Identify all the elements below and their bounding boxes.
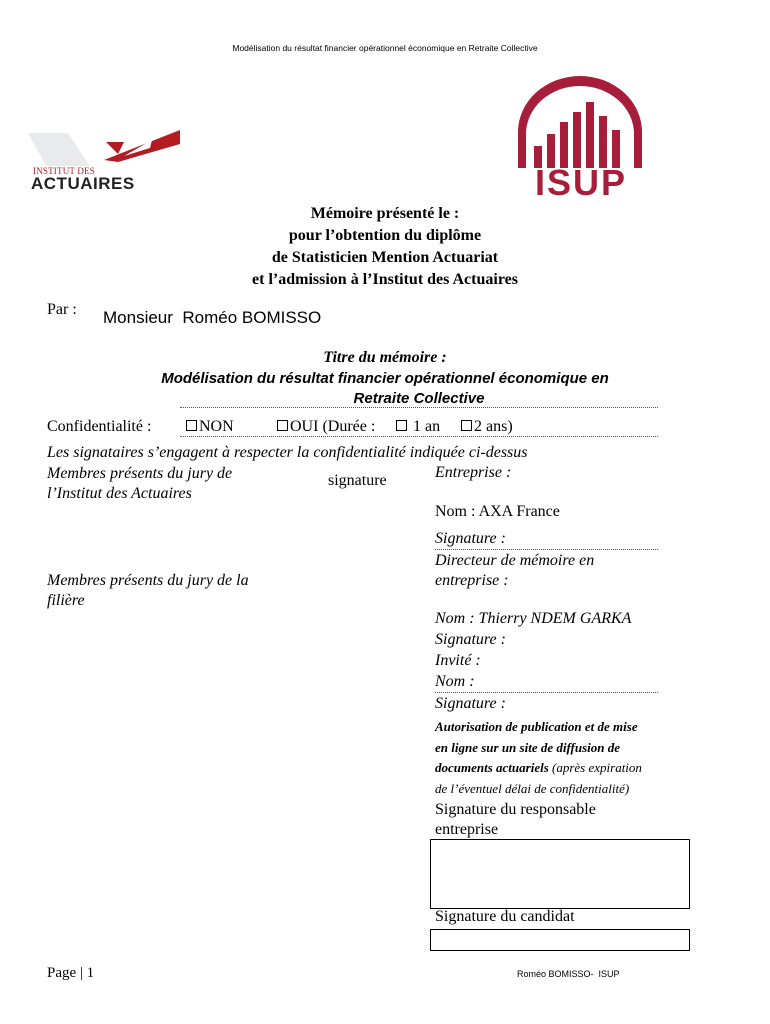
jury-ia-line-2: l’Institut des Actuaires	[47, 485, 192, 502]
publication-line-3-rest: (après expiration	[548, 760, 642, 775]
institut-des-actuaires-logo	[28, 128, 183, 194]
isup-logo-arch	[514, 72, 646, 170]
director-label	[435, 551, 594, 591]
guest-label: Invité :	[435, 652, 481, 669]
publication-line-1: Autorisation de publication et de mise	[435, 719, 638, 734]
confidentiality-two-years[interactable]	[461, 418, 513, 436]
confidentiality-oui[interactable]	[277, 418, 375, 436]
director-name: Nom : Thierry NDEM GARKA	[435, 610, 632, 627]
manager-signature-box[interactable]	[430, 839, 690, 909]
confidentiality-rule	[180, 436, 658, 437]
title-line-1: Mémoire présenté le :	[310, 205, 460, 222]
isup-logo-text: ISUP	[534, 162, 628, 203]
company-name: Nom : AXA France	[435, 503, 560, 520]
memoire-title-line-2-wrap	[180, 390, 658, 407]
candidate-signature-label: Signature du candidat	[435, 908, 575, 925]
jury-filiere-label	[47, 571, 249, 611]
manager-signature-line-2: entreprise	[435, 821, 499, 838]
publication-line-3-bold: documents actuariels	[435, 760, 549, 775]
confidentiality-one-year[interactable]	[396, 418, 440, 436]
confidentiality-non-label: NON	[199, 418, 234, 435]
checkbox-one-year[interactable]	[396, 420, 407, 431]
confidentiality-two-years-label: 2 ans)	[474, 418, 513, 435]
memoire-title-line-1: Modélisation du résultat financier opérationnel économique en	[161, 370, 609, 387]
company-signature	[435, 530, 658, 550]
guest-name-label: Nom :	[435, 673, 475, 690]
memoire-title-rule	[180, 407, 658, 408]
company-label: Entreprise :	[435, 464, 512, 481]
manager-signature-line-1: Signature du responsable	[435, 801, 596, 818]
confidentiality-oui-label: OUI (Durée :	[290, 418, 376, 435]
director-signature: Signature :	[435, 631, 506, 648]
page-number: Page | 1	[47, 965, 95, 981]
memoire-title-label: Titre du mémoire :	[323, 349, 447, 366]
title-line-4: et l’admission à l’Institut des Actuaires	[252, 271, 518, 288]
manager-signature-label	[435, 800, 596, 840]
institut-logo-line2: ACTUAIRES	[31, 174, 135, 193]
publication-line-2: en ligne sur un site de diffusion de	[435, 739, 621, 755]
guest-name	[435, 673, 658, 693]
author-label: Par :	[47, 301, 77, 318]
confidentiality-label: Confidentialité :	[47, 418, 152, 435]
jury-ia-line-1: Membres présents du jury de	[47, 465, 233, 482]
publication-line-4: de l’éventuel délai de confidentialité)	[435, 780, 630, 796]
signature-column-label: signature	[328, 472, 387, 489]
publication-line-3	[435, 758, 695, 779]
checkbox-non[interactable]	[186, 420, 197, 431]
guest-signature: Signature :	[435, 695, 506, 712]
director-line-2: entreprise :	[435, 572, 509, 589]
running-header: Modélisation du résultat financier opérationnel économique en Retraite Collective	[232, 43, 538, 53]
author-name: Monsieur Roméo BOMISSO	[103, 308, 322, 327]
confidentiality-non[interactable]	[186, 418, 234, 436]
title-line-3: de Statisticien Mention Actuariat	[271, 249, 499, 266]
title-block	[0, 203, 770, 291]
memoire-title-line-2: Retraite Collective	[353, 390, 485, 407]
candidate-signature-box[interactable]	[430, 929, 690, 951]
jury-ia-label	[47, 464, 232, 504]
footer-author: Roméo BOMISSO- ISUP	[517, 969, 620, 979]
checkbox-oui[interactable]	[277, 420, 288, 431]
jury-filiere-line-2: filière	[47, 592, 85, 609]
publication-authorization	[435, 717, 695, 799]
title-line-2: pour l’obtention du diplôme	[288, 227, 482, 244]
institut-logo-line1: INSTITUT DES	[33, 166, 95, 176]
signatories-note: Les signataires s’engagent à respecter la confidentialité indiquée ci-dessus	[47, 444, 528, 461]
confidentiality-one-year-label: 1 an	[413, 418, 441, 435]
jury-filiere-line-1: Membres présents du jury de la	[47, 572, 249, 589]
isup-logo	[514, 72, 646, 202]
checkbox-two-years[interactable]	[461, 420, 472, 431]
director-line-1: Directeur de mémoire en	[435, 552, 595, 569]
company-signature-label: Signature :	[435, 530, 506, 547]
